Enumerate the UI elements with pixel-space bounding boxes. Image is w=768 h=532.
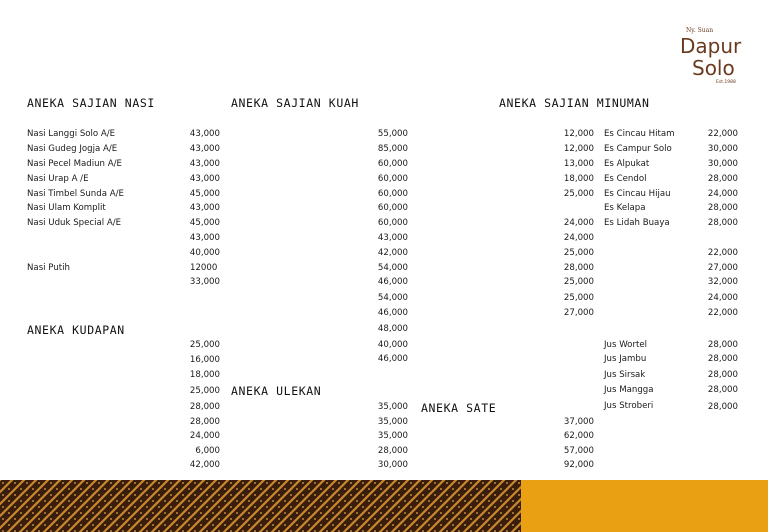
- price: 28,000: [707, 203, 738, 213]
- price: 54,000: [377, 293, 408, 303]
- list-item: Jus Mangga: [604, 385, 654, 395]
- price: 55,000: [377, 129, 408, 139]
- price: 28,000: [189, 417, 220, 427]
- heading-nasi: ANEKA SAJIAN NASI: [27, 96, 155, 110]
- price: 46,000: [377, 308, 408, 318]
- price: 28,000: [707, 340, 738, 350]
- price: 85,000: [377, 144, 408, 154]
- price: 33,000: [189, 277, 220, 287]
- price: 28,000: [563, 263, 594, 273]
- price: 28,000: [707, 385, 738, 395]
- price: 43,000: [377, 233, 408, 243]
- price: 25,000: [189, 386, 220, 396]
- price: 25,000: [563, 293, 594, 303]
- price: 37,000: [563, 417, 594, 427]
- list-item: Jus Jambu: [604, 354, 647, 364]
- price: 40,000: [377, 340, 408, 350]
- price: 27,000: [707, 263, 738, 273]
- price: 30,000: [707, 159, 738, 169]
- price: 60,000: [377, 159, 408, 169]
- price: 43,000: [189, 144, 220, 154]
- list-item: Nasi Pecel Madiun A/E: [27, 159, 122, 169]
- price: 28,000: [189, 402, 220, 412]
- price: 54,000: [377, 263, 408, 273]
- price: 24,000: [563, 233, 594, 243]
- list-item: Nasi Urap A /E: [27, 174, 89, 184]
- price: 92,000: [563, 460, 594, 470]
- price: 42,000: [377, 248, 408, 258]
- price: 45,000: [189, 189, 220, 199]
- price: 24,000: [189, 431, 220, 441]
- price: 40,000: [189, 248, 220, 258]
- price: 12,000: [563, 144, 594, 154]
- price: 35,000: [377, 402, 408, 412]
- price: 6,000: [195, 446, 220, 456]
- price: 35,000: [377, 431, 408, 441]
- price: 60,000: [377, 174, 408, 184]
- price: 16,000: [189, 355, 220, 365]
- list-item: Jus Stroberi: [604, 401, 654, 411]
- list-item: Nasi Langgi Solo A/E: [27, 129, 116, 139]
- svg-text:Solo: Solo: [692, 56, 735, 80]
- heading-sate: ANEKA SATE: [421, 401, 497, 415]
- price: 43,000: [189, 233, 220, 243]
- price: 18,000: [563, 174, 594, 184]
- list-item: Nasi Timbel Sunda A/E: [27, 189, 124, 199]
- dapur-solo-logo: [672, 20, 752, 90]
- list-item: Nasi Uduk Special A/E: [27, 218, 122, 228]
- price: 24,000: [563, 218, 594, 228]
- price: 43,000: [189, 159, 220, 169]
- price: 45,000: [189, 218, 220, 228]
- price: 62,000: [563, 431, 594, 441]
- price: 28,000: [707, 402, 738, 412]
- list-item: Es Lidah Buaya: [604, 218, 670, 228]
- list-item: Nasi Ulam Komplit: [27, 203, 106, 213]
- price: 43,000: [189, 174, 220, 184]
- price: 43,000: [189, 203, 220, 213]
- price: 25,000: [189, 340, 220, 350]
- price: 24,000: [707, 189, 738, 199]
- price: 28,000: [377, 446, 408, 456]
- list-item: Es Cincau Hitam: [604, 129, 675, 139]
- svg-text:Est.1988: Est.1988: [716, 80, 736, 85]
- price: 30,000: [377, 460, 408, 470]
- price: 12000: [190, 263, 218, 273]
- list-item: Es Cincau Hijau: [604, 189, 671, 199]
- price: 25,000: [563, 248, 594, 258]
- price: 22,000: [707, 248, 738, 258]
- price: 28,000: [707, 218, 738, 228]
- batik-footer-band: [0, 480, 768, 532]
- price: 60,000: [377, 218, 408, 228]
- price: 48,000: [377, 324, 408, 334]
- list-item: Es Campur Solo: [604, 144, 672, 154]
- list-item: Es Cendol: [604, 174, 647, 184]
- heading-ulekan: ANEKA ULEKAN: [231, 384, 322, 398]
- price: 12,000: [563, 129, 594, 139]
- list-item: Es Kelapa: [604, 203, 646, 213]
- price: 22,000: [707, 308, 738, 318]
- list-item: Es Alpukat: [604, 159, 650, 169]
- list-item: Nasi Gudeg Jogja A/E: [27, 144, 118, 154]
- price: 57,000: [563, 446, 594, 456]
- price: 28,000: [707, 174, 738, 184]
- price: 24,000: [707, 293, 738, 303]
- price: 46,000: [377, 277, 408, 287]
- heading-kuah: ANEKA SAJIAN KUAH: [231, 96, 359, 110]
- svg-text:Dapur: Dapur: [680, 34, 742, 58]
- price: 35,000: [377, 417, 408, 427]
- price: 25,000: [563, 277, 594, 287]
- heading-minuman: ANEKA SAJIAN MINUMAN: [499, 96, 650, 110]
- price: 46,000: [377, 354, 408, 364]
- price: 60,000: [377, 203, 408, 213]
- price: 25,000: [563, 189, 594, 199]
- price: 22,000: [707, 129, 738, 139]
- price: 28,000: [707, 354, 738, 364]
- list-item: Nasi Putih: [27, 263, 70, 273]
- price: 13,000: [563, 159, 594, 169]
- price: 60,000: [377, 189, 408, 199]
- list-item: Jus Sirsak: [604, 370, 646, 380]
- svg-text:Ny. Suan: Ny. Suan: [686, 27, 714, 34]
- price: 42,000: [189, 460, 220, 470]
- price: 43,000: [189, 129, 220, 139]
- price: 30,000: [707, 144, 738, 154]
- list-item: Jus Wortel: [604, 340, 648, 350]
- price: 27,000: [563, 308, 594, 318]
- price: 18,000: [189, 370, 220, 380]
- price: 28,000: [707, 370, 738, 380]
- price: 32,000: [707, 277, 738, 287]
- heading-kudapan: ANEKA KUDAPAN: [27, 323, 125, 337]
